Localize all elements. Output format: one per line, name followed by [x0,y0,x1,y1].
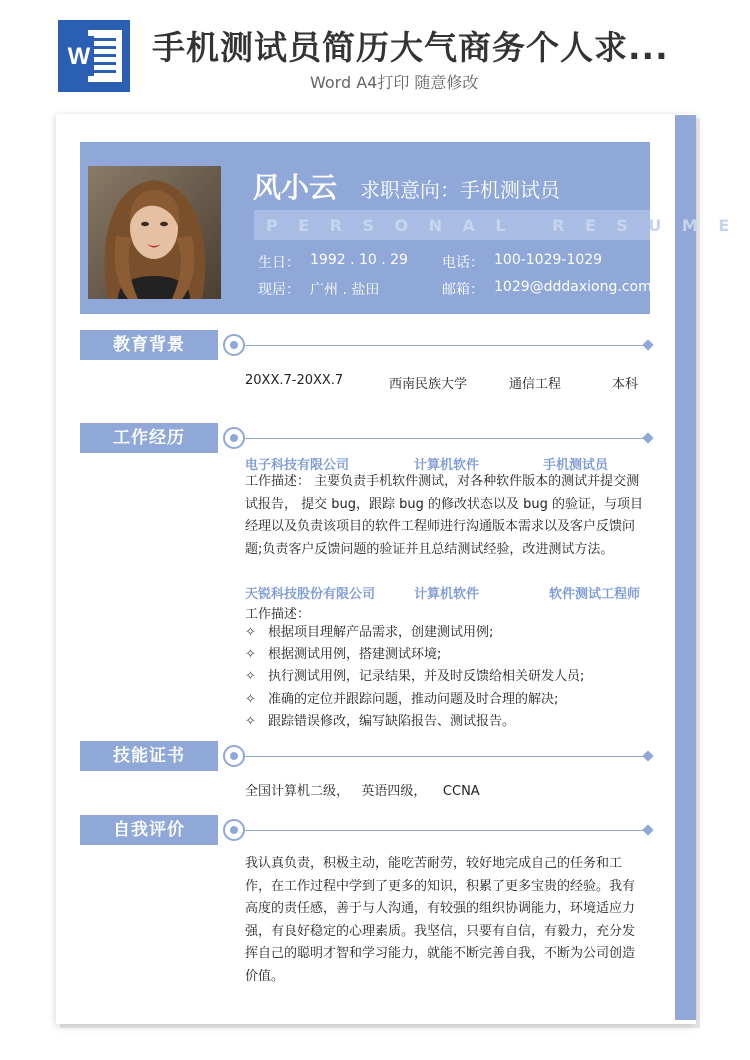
residence-label: 现居： [258,282,300,298]
list-item: ✧ 准确的定位并跟踪问题，推动问题及时合理的解决; [245,689,645,711]
job-position: 软件测试工程师 [549,587,641,602]
education-school: 西南民族大学 [389,377,468,392]
section-title-work: 工作经历 [80,423,218,453]
section-title-self-eval: 自我评价 [80,815,218,845]
section-divider [245,830,645,831]
document-title: 手机测试员简历大气商务个人求... [152,28,669,67]
section-circle-icon [223,334,245,356]
section-title-education: 教育背景 [80,330,218,360]
section-circle-icon [223,427,245,449]
education-period: 20XX.7-20XX.7 [245,373,344,388]
word-letter: W [67,43,91,70]
email-value: 1029@dddaxiong.com [494,279,652,295]
list-item: ✧ 根据项目理解产品需求，创建测试用例; [245,622,645,644]
document-banner [0,0,750,110]
job-description: 工作描述： 主要负责手机软件测试，对各种软件版本的测试并提交测试报告， 提交 bug，跟踪 bug 的修改状态以及 bug 的验证，与项目经理以及负责该项目的软件工程师进行沟通版本需求以及客户反馈问题;负责客户反馈问题的验证并且总结测试经验，改进测试方法。 [245,474,644,557]
education-degree: 本科 [612,377,639,392]
birth-value: 1992 . 10 . 29 [310,252,408,268]
section-title-skills: 技能证书 [80,741,218,771]
skills-text: 全国计算机二级， 英语四级， CCNA [245,784,480,799]
star-bullet-icon: ✧ [245,691,256,707]
section-circle-icon [223,745,245,767]
star-bullet-icon: ✧ [245,713,256,729]
personal-resume-text: PERSONAL RESUME [266,216,750,235]
job-company: 电子科技有限公司 [245,458,350,473]
list-item: ✧ 执行测试用例，记录结果，并及时反馈给相关研发人员; [245,666,645,688]
list-item: ✧ 根据测试用例，搭建测试环境; [245,644,645,666]
star-bullet-icon: ✧ [245,647,256,663]
section-circle-icon [223,819,245,841]
star-bullet-icon: ✧ [245,625,256,640]
residence-value: 广州 . 盐田 [310,282,380,298]
phone-label: 电话： [442,255,484,271]
section-divider [245,756,645,757]
job-company: 天锐科技股份有限公司 [245,587,376,602]
job-intent: 求职意向：手机测试员 [360,178,560,202]
job-description-label: 工作描述： [245,607,311,622]
phone-value: 100-1029-1029 [494,252,603,268]
job-duty-list [245,622,645,733]
profile-photo [88,166,221,299]
applicant-name: 风小云 [253,171,338,204]
email-label: 邮箱： [442,282,484,298]
side-accent-bar [675,115,696,1020]
list-item: ✧ 跟踪错误修改，编写缺陷报告、测试报告。 [245,711,645,733]
job-field: 计算机软件 [414,458,480,473]
birth-label: 生日： [258,255,300,271]
document-subtitle: Word A4打印 随意修改 [310,73,479,92]
self-eval-text: 我认真负责，积极主动，能吃苦耐劳，较好地完成自己的任务和工作，在工作过程中学到了更多的知识，积累了更多宝贵的经验。我有高度的责任感，善于与人沟通，有较强的组织协调能力，环境适应力强，有良好稳定的心理素质。我坚信，只要有自信，有毅力，充分发挥自己的聪明才智和学习能力，就能不断完善自我，不断为公司创造价值。 [245,856,636,984]
section-divider [245,345,645,346]
star-bullet-icon: ✧ [245,669,256,685]
job-field: 计算机软件 [414,587,480,602]
education-major: 通信工程 [509,377,562,392]
section-divider [245,438,645,439]
job-position: 手机测试员 [543,458,609,473]
word-doc-icon [58,20,130,92]
